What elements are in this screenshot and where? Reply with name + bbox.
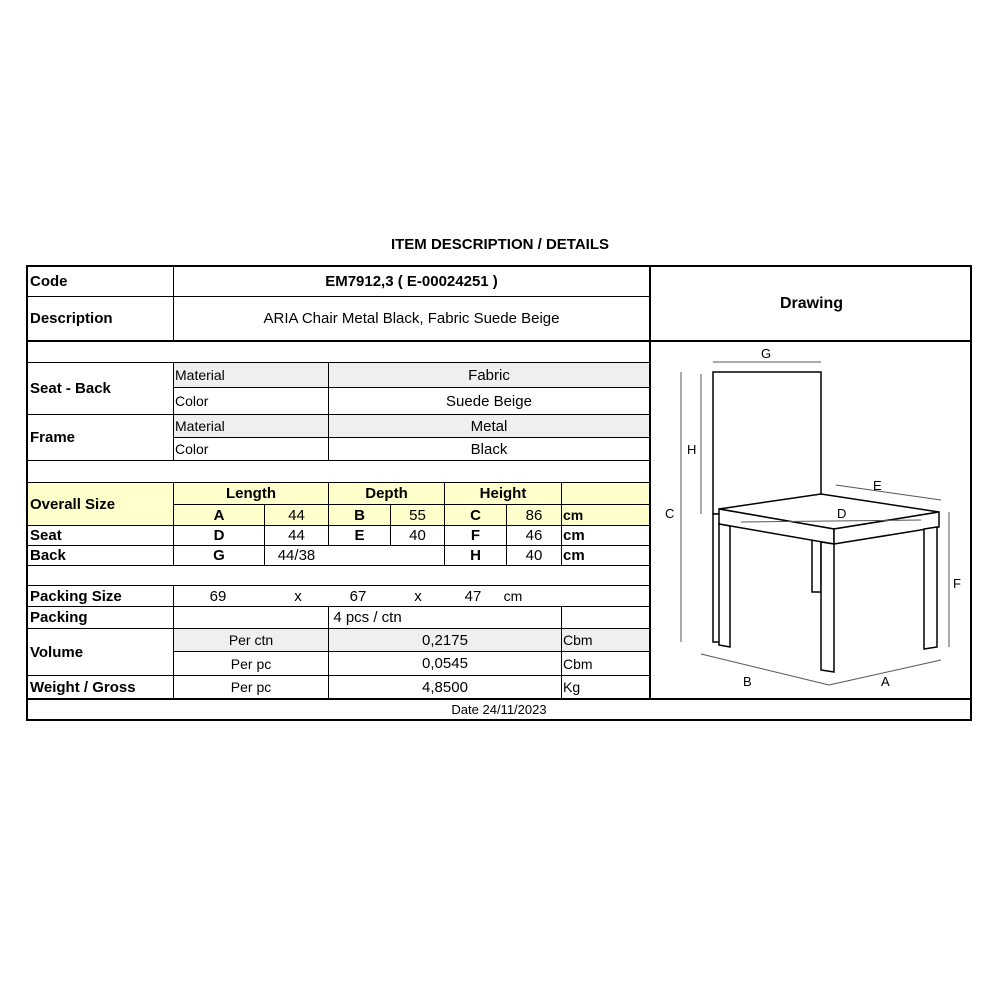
seat-key-f: F xyxy=(470,527,481,544)
overall-key-a: A xyxy=(174,505,264,525)
overall-size-label: Overall Size xyxy=(28,483,173,525)
volume-per-ctn-value: 0,2175 xyxy=(329,629,561,651)
label-g: G xyxy=(761,346,772,361)
volume-per-pc-label: Per pc xyxy=(230,655,272,672)
seat-back-label: Seat - Back xyxy=(30,380,111,397)
overall-unit: cm xyxy=(562,505,649,525)
packing-size-label: Packing Size xyxy=(30,587,122,605)
code-label: Code xyxy=(30,273,68,290)
volume-per-ctn-label: Per ctn xyxy=(174,629,328,651)
seat-unit: cm xyxy=(563,527,585,544)
date-footer: Date 24/11/2023 xyxy=(451,702,547,717)
weight-label: Weight / Gross xyxy=(30,678,136,696)
volume-label: Volume xyxy=(30,643,84,661)
overall-value-b: 55 xyxy=(391,505,444,525)
label-b: B xyxy=(743,674,752,689)
chair-front-leg-right xyxy=(924,527,937,649)
height-header: Height xyxy=(445,483,561,504)
back-key-g: G xyxy=(213,547,225,564)
seat-key-e: E xyxy=(354,527,365,544)
label-a: A xyxy=(881,674,890,689)
back-value-g: 44/38 xyxy=(277,547,316,564)
volume-per-pc-value: 0,0545 xyxy=(422,655,468,672)
volume-per-ctn-unit: Cbm xyxy=(562,629,649,651)
seat-back-color: Suede Beige xyxy=(446,392,532,410)
spec-sheet xyxy=(26,265,972,721)
label-f: F xyxy=(953,576,961,591)
packing-size-x2: x xyxy=(414,587,422,605)
label-c: C xyxy=(665,506,675,521)
seat-back-material-label: Material xyxy=(174,363,328,387)
packing-size-length: 69 xyxy=(209,587,227,605)
seat-value-f: 46 xyxy=(525,527,543,544)
packing-label: Packing xyxy=(30,609,88,626)
description-label: Description xyxy=(30,310,113,327)
back-key-h: H xyxy=(470,547,481,564)
overall-key-b: B xyxy=(329,505,390,525)
overall-value-a: 44 xyxy=(265,505,328,525)
chair-backrest xyxy=(713,372,821,514)
chair-front-leg-mid xyxy=(821,542,834,672)
overall-key-c: C xyxy=(445,505,506,525)
seat-back-material: Fabric xyxy=(329,363,649,387)
frame-material: Metal xyxy=(329,415,649,437)
seat-back-color-label: Color xyxy=(175,393,209,409)
overall-header-blank xyxy=(562,483,649,504)
drawing-label: Drawing xyxy=(779,294,844,312)
packing-size-height: 47 xyxy=(464,587,482,605)
length-header: Length xyxy=(174,483,328,504)
frame-color-label: Color xyxy=(175,441,209,457)
weight-value: 4,8500 xyxy=(422,678,468,696)
page-title: ITEM DESCRIPTION / DETAILS xyxy=(390,236,610,253)
seat-value-d: 44 xyxy=(288,527,305,544)
weight-per-pc-label: Per pc xyxy=(230,679,272,695)
packing-value: 4 pcs / ctn xyxy=(333,609,402,626)
overall-value-c: 86 xyxy=(507,505,561,525)
label-d: D xyxy=(837,506,847,521)
chair-drawing xyxy=(651,342,971,697)
weight-unit: Kg xyxy=(563,679,581,695)
packing-size-width: 67 xyxy=(349,587,367,605)
description-value: ARIA Chair Metal Black, Fabric Suede Beige xyxy=(263,310,560,327)
seat-value-e: 40 xyxy=(409,527,426,544)
volume-per-pc-unit: Cbm xyxy=(563,655,593,672)
code-value: EM7912,3 ( E-00024251 ) xyxy=(325,273,498,290)
back-dims-label: Back xyxy=(30,547,66,564)
label-e: E xyxy=(873,478,882,493)
frame-color: Black xyxy=(470,440,508,458)
frame-label: Frame xyxy=(30,429,76,446)
depth-header: Depth xyxy=(329,483,444,504)
label-h: H xyxy=(687,442,697,457)
back-unit: cm xyxy=(563,547,585,564)
back-value-h: 40 xyxy=(525,547,543,564)
frame-material-label: Material xyxy=(174,415,328,437)
chair-front-leg-left xyxy=(719,524,730,647)
packing-size-x1: x xyxy=(294,587,302,605)
seat-key-d: D xyxy=(213,527,225,544)
seat-dims-label: Seat xyxy=(30,527,62,544)
packing-size-unit: cm xyxy=(503,588,523,604)
